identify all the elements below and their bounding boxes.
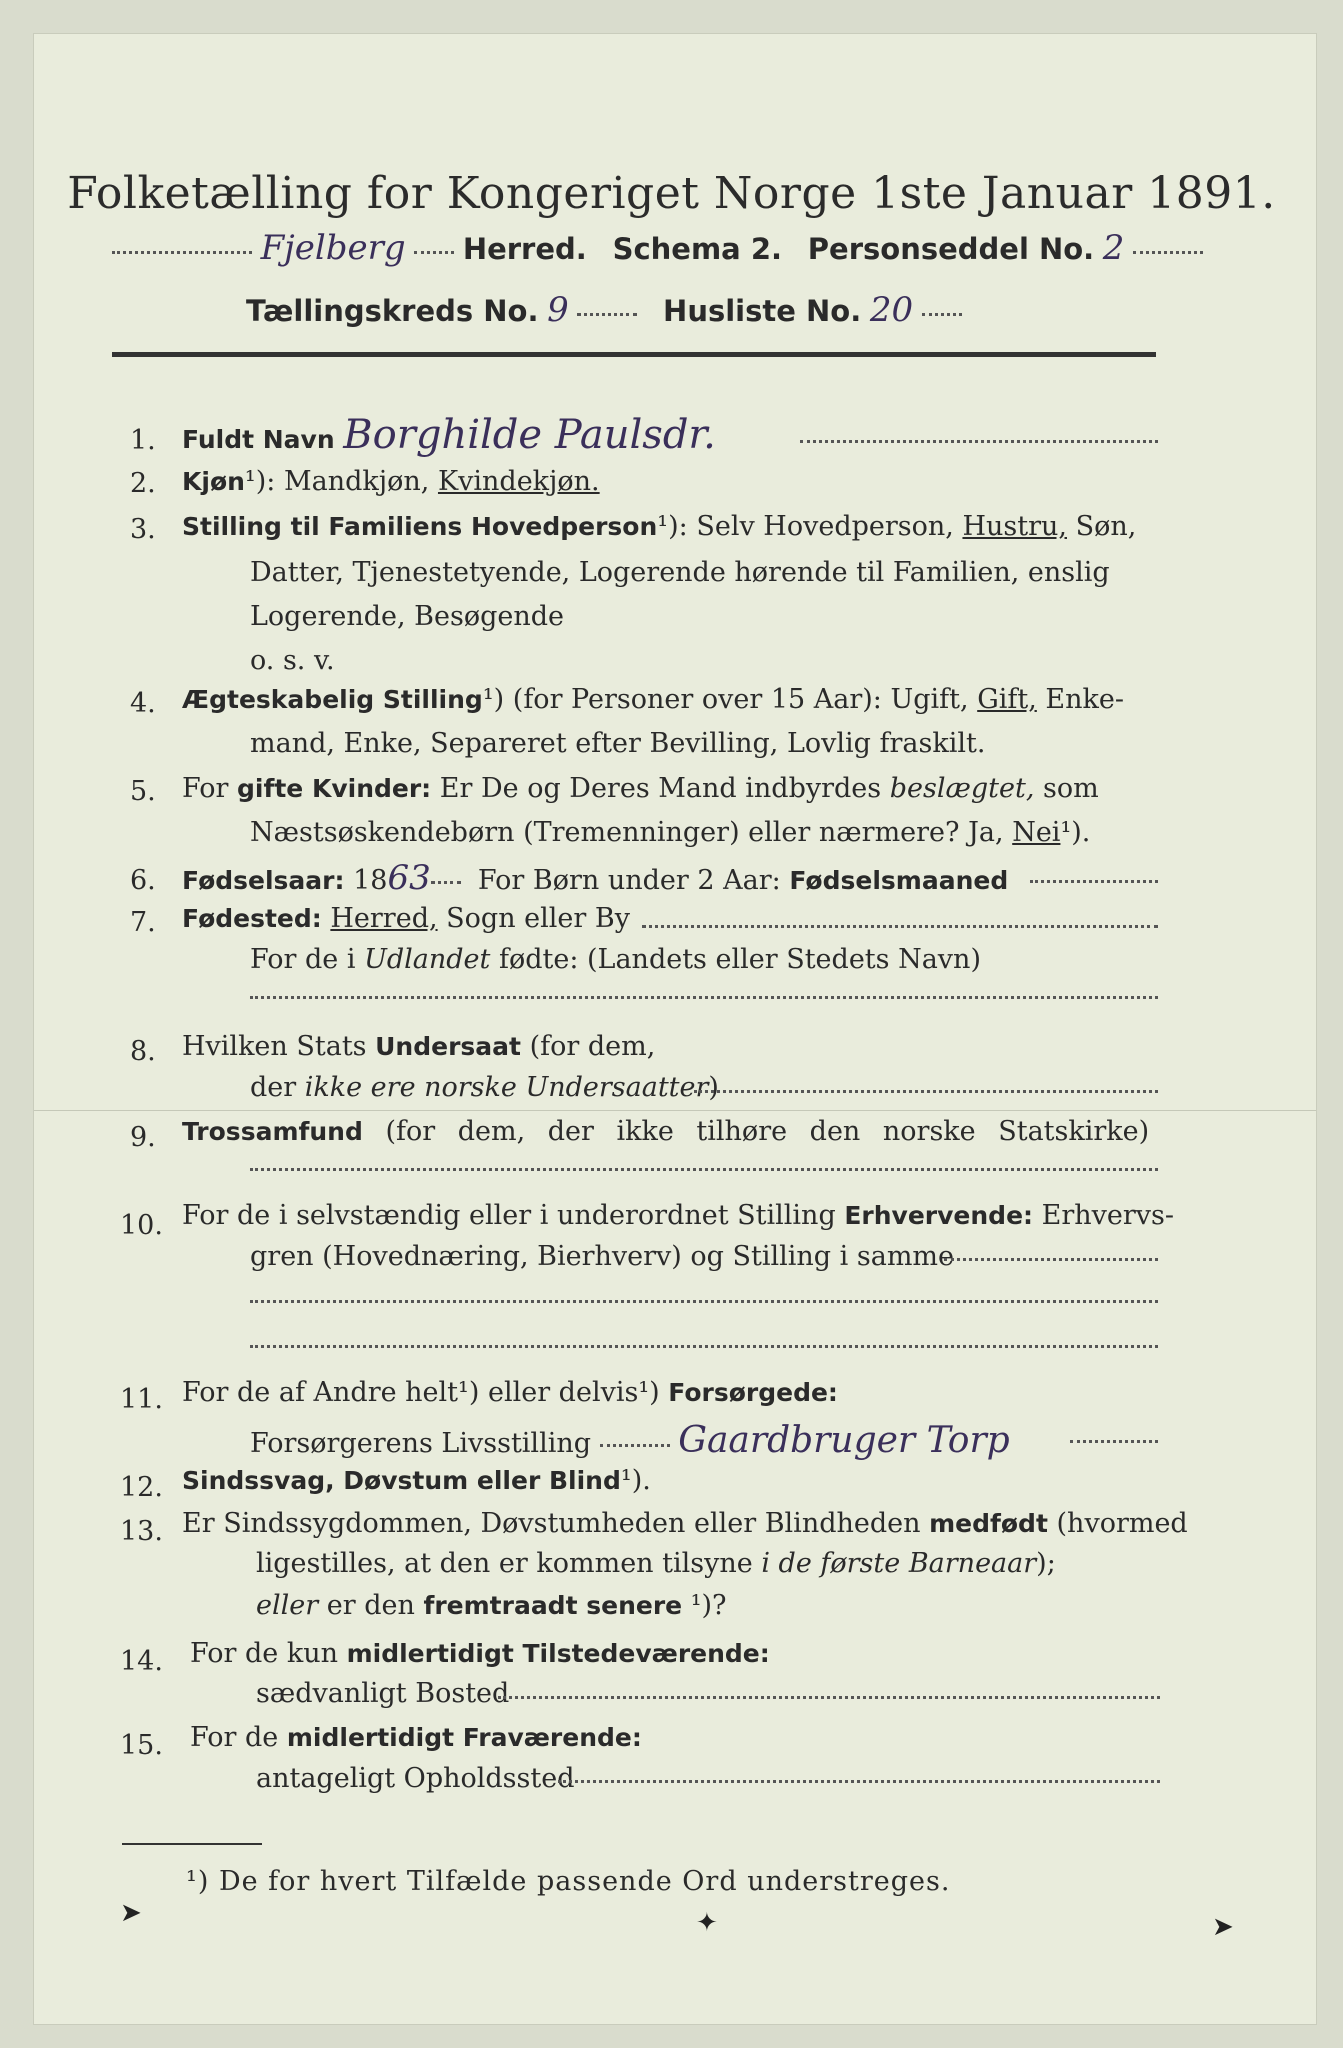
supported-line2: Forsørgerens Livsstilling Gaardbruger Torp — [250, 1420, 1010, 1461]
birthplace-underlined-choice: Herred, — [330, 903, 438, 934]
fill-line — [800, 440, 1158, 443]
provider-occupation-handwritten: Gaardbruger Torp — [678, 1420, 1010, 1461]
corner-mark: ➤ — [1212, 1912, 1234, 1942]
schema-label: Schema 2. — [612, 232, 783, 266]
birth-year-handwritten: 63 — [387, 858, 431, 898]
kreds-label: Tællingskreds No. — [246, 294, 539, 328]
occupation-line2: gren (Hovednæring, Bierhverv) og Stilling i samme — [250, 1241, 955, 1272]
item-disability: Sindssvag, Døvstum eller Blind¹). — [182, 1465, 651, 1496]
fill-line — [642, 925, 1158, 928]
item-number: 2. — [130, 468, 156, 499]
item-disability-onset: Er Sindssygdommen, Døvstumheden eller Blindheden medfødt (hvormed — [182, 1508, 1188, 1539]
citizenship-label: Undersaat — [375, 1032, 521, 1061]
occupation-label: Erhvervende: — [844, 1201, 1034, 1230]
item-religion: Trossamfund (for dem, der ikke tilhøre den norske Statskirke) — [182, 1116, 1150, 1147]
religion-label: Trossamfund — [182, 1117, 363, 1146]
kreds-husliste-line — [246, 290, 962, 330]
personseddel-number: 2 — [1102, 228, 1125, 268]
disability-onset-line3: eller er den fremtraadt senere ¹)? — [256, 1590, 727, 1621]
fill-line — [250, 1300, 1158, 1303]
birth-year-label: Fødselsaar: — [182, 866, 345, 895]
item-number: 11. — [120, 1384, 163, 1415]
congenital-label: medfødt — [929, 1509, 1048, 1538]
married-women-label: gifte Kvinder: — [237, 774, 432, 803]
fill-line — [250, 996, 1158, 999]
family-position-underlined-choice: Hustru, — [962, 511, 1067, 542]
disability-label: Sindssvag, Døvstum eller Blind — [182, 1466, 621, 1495]
citizenship-line2: der ikke ere norske Undersaatter) — [250, 1072, 719, 1103]
family-position-line2: Datter, Tjenestetyende, Logerende hørende til Familien, enslig — [250, 557, 1110, 588]
fill-line — [694, 1090, 1158, 1093]
fill-line — [1030, 880, 1158, 883]
herred-line — [112, 228, 1203, 268]
item-number: 15. — [120, 1730, 163, 1761]
marital-status-label: Ægteskabelig Stilling — [182, 685, 483, 714]
full-name-label: Fuldt Navn — [182, 425, 335, 454]
item-married-women: For gifte Kvinder: Er De og Deres Mand indbyrdes beslægtet, som — [182, 773, 1099, 804]
family-position-line3: Logerende, Besøgende — [250, 601, 564, 632]
item-marital-status: Ægteskabelig Stilling¹) (for Personer over 15 Aar): Ugift, Gift, Enke- — [182, 684, 1124, 715]
herred-label: Herred. — [462, 232, 587, 266]
sex-label: Kjøn — [182, 467, 245, 496]
item-number: 13. — [120, 1516, 163, 1547]
married-women-underlined-choice: Nei — [1012, 817, 1061, 848]
item-temporary-present: For de kun midlertidigt Tilstedeværende: — [190, 1638, 770, 1669]
item-supported: For de af Andre helt¹) eller delvis¹) Forsørgede: — [182, 1377, 838, 1408]
paper-fold-line — [34, 1110, 1316, 1111]
birthplace-line2: For de i Udlandet fødte: (Landets eller Stedets Navn) — [250, 944, 981, 975]
disability-onset-line2: ligestilles, at den er kommen tilsyne i de første Barneaar); — [256, 1548, 1056, 1579]
item-number: 3. — [130, 514, 156, 545]
birthplace-label: Fødested: — [182, 904, 322, 933]
temporary-absent-label: midlertidigt Fraværende: — [286, 1723, 642, 1752]
form-title: Folketælling for Kongeriget Norge 1ste Januar 1891. — [67, 168, 1276, 219]
temporary-present-label: midlertidigt Tilstedeværende: — [346, 1639, 770, 1668]
full-name-handwritten: Borghilde Paulsdr. — [343, 412, 716, 458]
later-onset-label: fremtraadt senere — [423, 1591, 683, 1620]
item-birth-year: Fødselsaar: 1863 For Børn under 2 Aar: Fødselsmaaned — [182, 858, 1009, 898]
item-number: 9. — [130, 1122, 156, 1153]
family-position-line4: o. s. v. — [250, 645, 335, 676]
usual-residence-label: sædvanligt Bosted — [256, 1678, 510, 1709]
birth-month-label: Fødselsmaaned — [789, 866, 1009, 895]
item-occupation: For de i selvstændig eller i underordnet Stilling Erhvervende: Erhvervs- — [182, 1200, 1175, 1231]
fill-line — [558, 1780, 1160, 1783]
married-women-line2: Næstsøskendebørn (Tremenninger) eller nærmere? Ja, Nei¹). — [250, 817, 1091, 848]
marital-status-line2: mand, Enke, Separeret efter Bevilling, Lovlig fraskilt. — [250, 728, 986, 759]
fill-line — [498, 1696, 1160, 1699]
husliste-number: 20 — [869, 290, 914, 330]
kreds-number: 9 — [547, 290, 569, 330]
item-full-name — [182, 412, 716, 458]
item-number: 4. — [130, 688, 156, 719]
item-temporary-absent: For de midlertidigt Fraværende: — [190, 1722, 642, 1753]
fill-line — [250, 1345, 1158, 1348]
supported-label: Forsørgede: — [668, 1378, 838, 1407]
footnote-rule — [122, 1843, 262, 1845]
herred-name-handwritten: Fjelberg — [260, 228, 406, 268]
item-citizenship: Hvilken Stats Undersaat (for dem, — [182, 1031, 656, 1062]
personseddel-label: Personseddel No. — [807, 232, 1095, 266]
footnote: ¹) De for hvert Tilfælde passende Ord understreges. — [186, 1866, 951, 1897]
fill-line — [250, 1168, 1158, 1171]
fill-line — [944, 1258, 1158, 1261]
item-number: 7. — [130, 907, 156, 938]
binding-mark: ✦ — [696, 1908, 718, 1938]
item-number: 8. — [130, 1036, 156, 1067]
item-sex: Kjøn¹): Mandkjøn, Kvindekjøn. — [182, 466, 600, 497]
sex-underlined-choice: Kvindekjøn. — [437, 466, 600, 497]
item-number: 1. — [130, 425, 156, 456]
fill-line — [1070, 1440, 1158, 1443]
item-number: 6. — [130, 865, 156, 896]
item-birthplace: Fødested: Herred, Sogn eller By — [182, 903, 630, 934]
husliste-label: Husliste No. — [663, 294, 862, 328]
item-number: 12. — [120, 1472, 163, 1503]
item-number: 14. — [120, 1646, 163, 1677]
probable-stay-label: antageligt Opholdssted — [256, 1763, 575, 1794]
header-rule — [112, 352, 1156, 357]
marital-underlined-choice: Gift, — [977, 684, 1037, 715]
item-family-position: Stilling til Familiens Hovedperson¹): Selv Hovedperson, Hustru, Søn, — [182, 511, 1137, 542]
corner-mark: ➤ — [120, 1898, 142, 1928]
item-number: 5. — [130, 776, 156, 807]
family-position-label: Stilling til Familiens Hovedperson — [182, 512, 658, 541]
item-number: 10. — [120, 1210, 163, 1241]
